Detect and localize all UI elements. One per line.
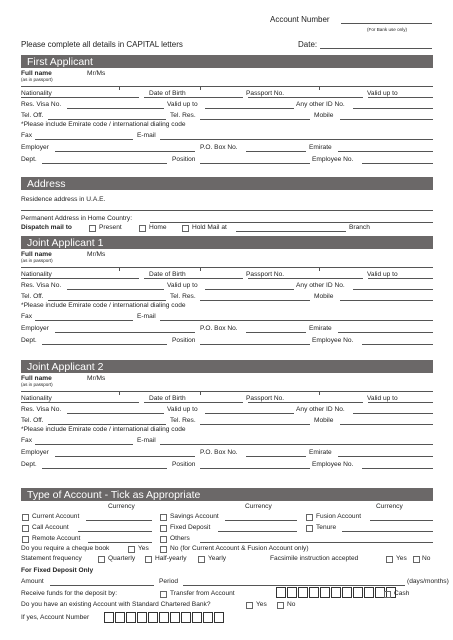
joint-applicant-1-passport-valid-field[interactable]: [368, 278, 433, 279]
first-applicant-fax-field[interactable]: [35, 139, 133, 140]
first-applicant-dept-field[interactable]: [42, 163, 167, 164]
first-applicant-nationality-field[interactable]: [21, 97, 139, 98]
first-applicant-tel-off-label: Tel. Off.: [21, 112, 44, 119]
joint-applicant-2-fax-label: Fax: [21, 437, 32, 444]
joint-applicant-2-position-label: Position: [172, 461, 196, 468]
joint-applicant-2-dialing-code-note: *Please include Emirate code / international dialing code: [21, 426, 186, 433]
first-applicant-other-id-label: Any other ID No.: [296, 101, 345, 108]
fixed-deposit-checkbox[interactable]: [160, 525, 167, 532]
joint-applicant-1-po-box-label: P.O. Box No.: [200, 325, 238, 332]
call-account-currency-field[interactable]: [78, 531, 152, 532]
joint-applicant-2-position-field[interactable]: [200, 468, 310, 469]
joint-applicant-2-dob-field[interactable]: [144, 402, 243, 403]
period-field[interactable]: [183, 585, 405, 586]
joint-applicant-2-tel-off-field[interactable]: [48, 424, 166, 425]
joint-applicant-1-passport-field[interactable]: [248, 278, 363, 279]
existing-yes-checkbox[interactable]: [246, 602, 253, 609]
yearly-label: Yearly: [208, 555, 227, 562]
joint-applicant-1-mr-ms-label: Mr/Ms: [87, 251, 106, 258]
joint-applicant-2-tel-res-field[interactable]: [200, 424, 310, 425]
cheque-no-checkbox[interactable]: [160, 546, 167, 553]
first-applicant-employer-label: Employer: [21, 144, 49, 151]
joint-applicant-2-dept-label: Dept.: [21, 461, 37, 468]
facsimile-label: Facsimile instruction accepted: [270, 555, 359, 562]
joint-applicant-2-mobile-field[interactable]: [340, 424, 433, 425]
joint-applicant-1-res-visa-label: Res. Visa No.: [21, 282, 62, 289]
joint-applicant-2-section-header: Joint Applicant 2: [21, 360, 433, 373]
first-applicant-fax-label: Fax: [21, 132, 32, 139]
joint-applicant-2-dob-label: Date of Birth: [149, 395, 186, 402]
joint-applicant-2-nationality-field[interactable]: [21, 402, 139, 403]
fixed-deposit-currency-field[interactable]: [218, 531, 297, 532]
first-applicant-res-visa-field[interactable]: [67, 108, 164, 109]
joint-applicant-2-dept-field[interactable]: [42, 468, 167, 469]
joint-applicant-2-passport-valid-label: Valid up to: [367, 395, 398, 402]
cheque-book-question: Do you require a cheque book: [21, 545, 110, 552]
first-applicant-mr-ms-label: Mr/Ms: [87, 70, 106, 77]
first-applicant-section-header: First Applicant: [21, 55, 433, 68]
joint-applicant-1-position-field[interactable]: [200, 344, 310, 345]
remote-account-label: Remote Account: [32, 535, 81, 542]
transfer-account-digit-box[interactable]: [320, 587, 330, 598]
savings-account-label: Savings Account: [170, 513, 219, 520]
permanent-address-field[interactable]: [150, 222, 433, 223]
amount-label: Amount: [21, 578, 44, 585]
first-applicant-res-visa-label: Res. Visa No.: [21, 101, 62, 108]
account-number-field[interactable]: [341, 23, 432, 24]
dispatch-home-checkbox[interactable]: [139, 225, 146, 232]
existing-no-checkbox[interactable]: [277, 602, 284, 609]
current-account-label: Current Account: [32, 513, 80, 520]
facsimile-no-checkbox[interactable]: [413, 556, 420, 563]
half-yearly-checkbox[interactable]: [145, 556, 152, 563]
joint-applicant-2-passport-label: Passport No.: [246, 395, 285, 402]
existing-account-digit-box[interactable]: [159, 612, 169, 623]
first-applicant-employer-field[interactable]: [55, 151, 195, 152]
transfer-account-digit-box[interactable]: [342, 587, 352, 598]
joint-applicant-1-as-in-passport-note: (as in passport): [21, 258, 53, 263]
joint-applicant-1-email-label: E-mail: [137, 313, 156, 320]
fixed-deposit-only-heading: For Fixed Deposit Only: [21, 567, 94, 574]
joint-applicant-1-tel-res-label: Tel. Res.: [170, 293, 196, 300]
joint-applicant-1-dialing-code-note: *Please include Emirate code / international dialing code: [21, 302, 186, 309]
joint-applicant-2-employer-field[interactable]: [55, 456, 195, 457]
joint-applicant-1-employee-no-label: Employee No.: [312, 337, 354, 344]
fusion-account-label: Fusion Account: [316, 513, 362, 520]
joint-applicant-2-po-box-label: P.O. Box No.: [200, 449, 238, 456]
dispatch-present-label: Present: [99, 224, 122, 231]
transfer-account-digit-box[interactable]: [309, 587, 319, 598]
joint-applicant-2-email-label: E-mail: [137, 437, 156, 444]
joint-applicant-1-full-name-label: Full name: [21, 251, 52, 258]
joint-applicant-2-mr-ms-label: Mr/Ms: [87, 375, 106, 382]
receive-funds-label: Receive funds for the deposit by:: [21, 590, 118, 597]
joint-applicant-1-tel-off-field[interactable]: [48, 300, 166, 301]
first-applicant-email-label: E-mail: [137, 132, 156, 139]
date-field[interactable]: [320, 48, 432, 49]
joint-applicant-1-mobile-field[interactable]: [340, 300, 433, 301]
joint-applicant-1-passport-label: Passport No.: [246, 271, 285, 278]
transfer-account-digit-box[interactable]: [353, 587, 363, 598]
joint-applicant-2-visa-valid-field[interactable]: [205, 413, 294, 414]
first-applicant-passport-valid-label: Valid up to: [367, 90, 398, 97]
account-type-section-header: Type of Account - Tick as Appropriate: [21, 488, 433, 501]
joint-applicant-1-dob-label: Date of Birth: [149, 271, 186, 278]
joint-applicant-1-mobile-label: Mobile: [314, 293, 334, 300]
joint-applicant-2-as-in-passport-note: (as in passport): [21, 382, 53, 387]
joint-applicant-1-emirate-field[interactable]: [338, 332, 433, 333]
tenure-checkbox[interactable]: [306, 525, 313, 532]
first-applicant-employee-no-field[interactable]: [362, 163, 433, 164]
statement-frequency-label: Statement frequency: [21, 555, 82, 562]
joint-applicant-1-employer-field[interactable]: [55, 332, 195, 333]
first-applicant-nationality-label: Nationality: [21, 90, 52, 97]
joint-applicant-2-passport-field[interactable]: [248, 402, 363, 403]
joint-applicant-1-emirate-label: Emirate: [309, 325, 332, 332]
transfer-checkbox[interactable]: [160, 591, 167, 598]
joint-applicant-2-emirate-label: Emirate: [309, 449, 332, 456]
remote-account-checkbox[interactable]: [22, 536, 29, 543]
joint-applicant-2-tel-res-label: Tel. Res.: [170, 417, 196, 424]
joint-applicant-2-po-box-field[interactable]: [246, 456, 306, 457]
others-field[interactable]: [200, 542, 433, 543]
joint-applicant-2-fax-field[interactable]: [35, 444, 133, 445]
joint-applicant-2-email-field[interactable]: [160, 444, 433, 445]
existing-account-digit-box[interactable]: [148, 612, 158, 623]
joint-applicant-2-tel-off-label: Tel. Off.: [21, 417, 44, 424]
first-applicant-visa-valid-field[interactable]: [205, 108, 294, 109]
first-applicant-tel-res-field[interactable]: [200, 119, 310, 120]
transfer-account-digit-box[interactable]: [298, 587, 308, 598]
first-applicant-passport-label: Passport No.: [246, 90, 285, 97]
transfer-account-digit-box[interactable]: [276, 587, 286, 598]
account-number-label: Account Number: [270, 15, 330, 24]
joint-applicant-2-full-name-label: Full name: [21, 375, 52, 382]
transfer-account-digit-box[interactable]: [331, 587, 341, 598]
first-applicant-employee-no-label: Employee No.: [312, 156, 354, 163]
joint-applicant-1-dept-field[interactable]: [42, 344, 167, 345]
first-applicant-mobile-field[interactable]: [340, 119, 433, 120]
quarterly-label: Quarterly: [108, 555, 136, 562]
cash-checkbox[interactable]: [384, 591, 391, 598]
savings-account-currency-field[interactable]: [225, 520, 297, 521]
joint-applicant-2-nationality-label: Nationality: [21, 395, 52, 402]
first-applicant-po-box-field[interactable]: [246, 151, 306, 152]
joint-applicant-2-passport-valid-field[interactable]: [368, 402, 433, 403]
first-applicant-position-field[interactable]: [200, 163, 310, 164]
transfer-account-number-boxes: [276, 587, 397, 598]
joint-applicant-2-emirate-field[interactable]: [338, 456, 433, 457]
first-applicant-mobile-label: Mobile: [314, 112, 334, 119]
quarterly-checkbox[interactable]: [98, 556, 105, 563]
first-applicant-dept-label: Dept.: [21, 156, 37, 163]
first-applicant-as-in-passport-note: (as in passport): [21, 77, 53, 82]
dispatch-hold-mail-checkbox[interactable]: [182, 225, 189, 232]
joint-applicant-1-section-header: Joint Applicant 1: [21, 236, 433, 249]
fusion-account-checkbox[interactable]: [306, 514, 313, 521]
existing-account-digit-box[interactable]: [137, 612, 147, 623]
first-applicant-emirate-field[interactable]: [338, 151, 433, 152]
current-account-currency-field[interactable]: [86, 520, 152, 521]
hold-mail-label: Hold Mail at: [192, 224, 227, 231]
first-applicant-email-field[interactable]: [160, 139, 433, 140]
capital-letters-instruction: Please complete all details in CAPITAL letters: [21, 40, 183, 49]
joint-applicant-2-employee-no-field[interactable]: [362, 468, 433, 469]
yearly-checkbox[interactable]: [198, 556, 205, 563]
joint-applicant-1-email-field[interactable]: [160, 320, 433, 321]
existing-account-question: Do you have an existing Account with Standard Chartered Bank?: [21, 601, 211, 608]
residence-address-label: Residence address in U.A.E.: [21, 196, 106, 203]
existing-account-digit-box[interactable]: [181, 612, 191, 623]
existing-account-digit-box[interactable]: [192, 612, 202, 623]
branch-label: Branch: [349, 224, 370, 231]
joint-applicant-1-other-id-label: Any other ID No.: [296, 282, 345, 289]
existing-account-number-boxes: [104, 612, 225, 623]
joint-applicant-2-res-visa-field[interactable]: [67, 413, 164, 414]
transfer-label: Transfer from Account: [170, 590, 235, 597]
joint-applicant-2-employer-label: Employer: [21, 449, 49, 456]
tenure-field[interactable]: [342, 531, 433, 532]
amount-field[interactable]: [50, 585, 154, 586]
cheque-no-label: No (for Current Account & Fusion Account only): [170, 545, 309, 552]
joint-applicant-1-other-id-field[interactable]: [353, 289, 433, 290]
current-account-checkbox[interactable]: [22, 514, 29, 521]
joint-applicant-1-visa-valid-field[interactable]: [205, 289, 294, 290]
joint-applicant-1-fax-label: Fax: [21, 313, 32, 320]
bank-use-note: (For Bank use only): [367, 27, 408, 32]
joint-applicant-1-visa-valid-label: Valid up to: [167, 282, 198, 289]
currency-header-3: Currency: [376, 503, 403, 510]
hold-mail-branch-field[interactable]: [236, 231, 346, 232]
existing-account-digit-box[interactable]: [203, 612, 213, 623]
call-account-checkbox[interactable]: [22, 525, 29, 532]
joint-applicant-1-nationality-label: Nationality: [21, 271, 52, 278]
existing-account-digit-box[interactable]: [115, 612, 125, 623]
joint-applicant-1-position-label: Position: [172, 337, 196, 344]
first-applicant-tel-off-field[interactable]: [48, 119, 166, 120]
cheque-yes-checkbox[interactable]: [128, 546, 135, 553]
existing-no-label: No: [287, 601, 296, 608]
half-yearly-label: Half-yearly: [155, 555, 187, 562]
facsimile-yes-checkbox[interactable]: [386, 556, 393, 563]
joint-applicant-1-nationality-field[interactable]: [21, 278, 139, 279]
joint-applicant-1-dob-field[interactable]: [144, 278, 243, 279]
date-label: Date:: [298, 40, 318, 49]
address-section-header: Address: [21, 177, 433, 190]
fusion-account-currency-field[interactable]: [370, 520, 433, 521]
currency-header-1: Currency: [108, 503, 135, 510]
cheque-yes-label: Yes: [138, 545, 149, 552]
existing-yes-label: Yes: [256, 601, 267, 608]
transfer-account-digit-box[interactable]: [364, 587, 374, 598]
first-applicant-dob-field[interactable]: [144, 97, 243, 98]
joint-applicant-1-tel-off-label: Tel. Off.: [21, 293, 44, 300]
existing-account-digit-box[interactable]: [104, 612, 114, 623]
dispatch-present-checkbox[interactable]: [89, 225, 96, 232]
facsimile-yes-label: Yes: [396, 555, 407, 562]
residence-address-field[interactable]: [21, 210, 433, 211]
first-applicant-passport-field[interactable]: [248, 97, 363, 98]
joint-applicant-1-fax-field[interactable]: [35, 320, 133, 321]
first-applicant-passport-valid-field[interactable]: [368, 97, 433, 98]
others-checkbox[interactable]: [160, 536, 167, 543]
currency-header-2: Currency: [245, 503, 272, 510]
first-applicant-dob-label: Date of Birth: [149, 90, 186, 97]
joint-applicant-1-po-box-field[interactable]: [246, 332, 306, 333]
existing-account-digit-box[interactable]: [170, 612, 180, 623]
first-applicant-po-box-label: P.O. Box No.: [200, 144, 238, 151]
period-label: Period: [159, 578, 179, 585]
days-months-label: (days/months): [407, 578, 449, 585]
dispatch-mail-label: Dispatch mail to: [21, 224, 72, 231]
first-applicant-other-id-field[interactable]: [353, 108, 433, 109]
joint-applicant-2-other-id-label: Any other ID No.: [296, 406, 345, 413]
joint-applicant-1-tel-res-field[interactable]: [200, 300, 310, 301]
first-applicant-full-name-label: Full name: [21, 70, 52, 77]
first-applicant-emirate-label: Emirate: [309, 144, 332, 151]
first-applicant-visa-valid-label: Valid up to: [167, 101, 198, 108]
first-applicant-dialing-code-note: *Please include Emirate code / international dialing code: [21, 121, 186, 128]
dispatch-home-label: Home: [149, 224, 167, 231]
transfer-account-digit-box[interactable]: [287, 587, 297, 598]
permanent-address-label: Permanent Address in Home Country:: [21, 215, 133, 222]
existing-account-digit-box[interactable]: [126, 612, 136, 623]
call-account-label: Call Account: [32, 524, 69, 531]
first-applicant-position-label: Position: [172, 156, 196, 163]
others-label: Others: [170, 535, 190, 542]
joint-applicant-2-visa-valid-label: Valid up to: [167, 406, 198, 413]
first-applicant-tel-res-label: Tel. Res.: [170, 112, 196, 119]
joint-applicant-2-employee-no-label: Employee No.: [312, 461, 354, 468]
fixed-deposit-label: Fixed Deposit: [170, 524, 211, 531]
remote-account-currency-field[interactable]: [88, 542, 152, 543]
joint-applicant-1-employer-label: Employer: [21, 325, 49, 332]
joint-applicant-1-res-visa-field[interactable]: [67, 289, 164, 290]
if-yes-account-label: If yes, Account Number: [21, 614, 90, 621]
existing-account-digit-box[interactable]: [214, 612, 224, 623]
savings-account-checkbox[interactable]: [160, 514, 167, 521]
joint-applicant-2-res-visa-label: Res. Visa No.: [21, 406, 62, 413]
tenure-label: Tenure: [316, 524, 337, 531]
joint-applicant-1-dept-label: Dept.: [21, 337, 37, 344]
joint-applicant-1-employee-no-field[interactable]: [362, 344, 433, 345]
joint-applicant-2-other-id-field[interactable]: [353, 413, 433, 414]
facsimile-no-label: No: [422, 555, 431, 562]
cash-label: Cash: [394, 590, 410, 597]
joint-applicant-1-passport-valid-label: Valid up to: [367, 271, 398, 278]
joint-applicant-2-mobile-label: Mobile: [314, 417, 334, 424]
